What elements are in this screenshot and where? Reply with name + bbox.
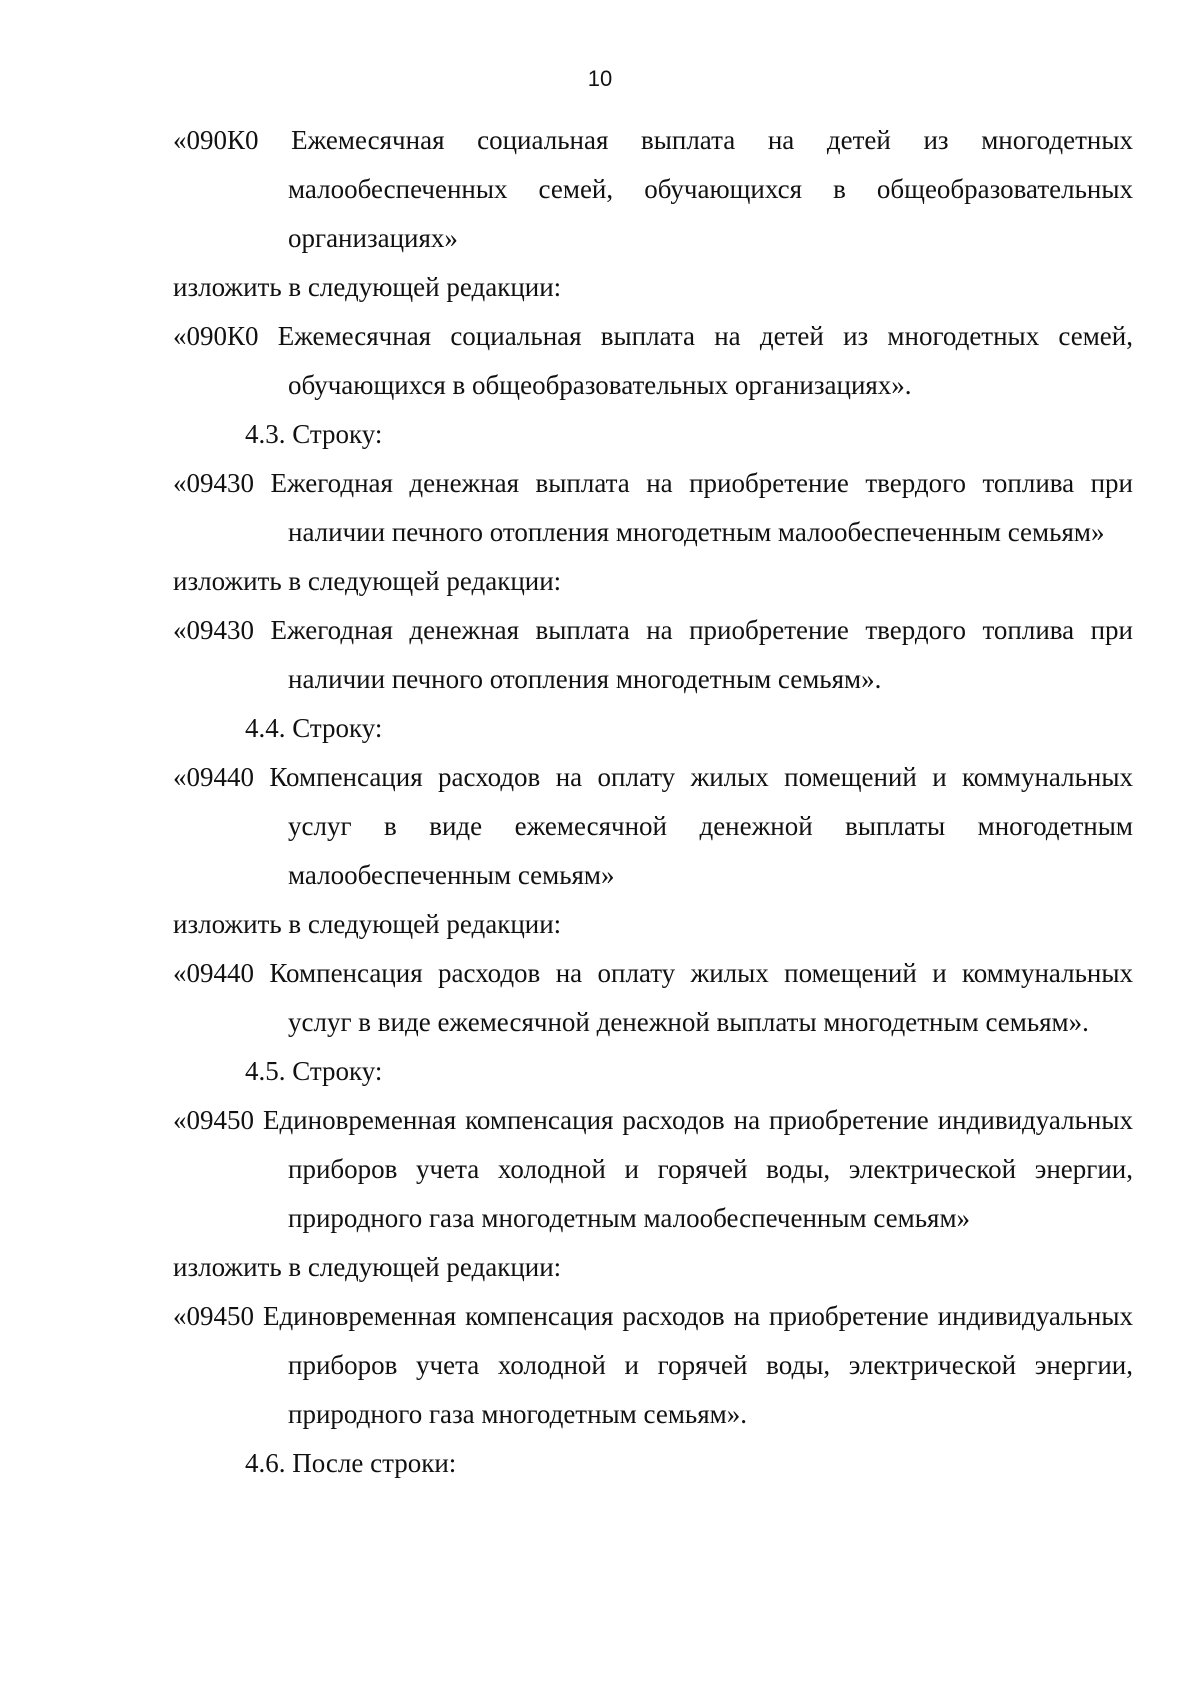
item-4-5: 4.5. Строку: bbox=[245, 1056, 383, 1086]
item-4-4: 4.4. Строку: bbox=[245, 713, 383, 743]
document-body bbox=[173, 116, 1133, 1488]
page-number: 10 bbox=[587, 66, 613, 91]
item-4-6: 4.6. После строки: bbox=[245, 1448, 457, 1478]
entry-090K0-new: «090К0 Ежемесячная социальная выплата на детей из многодетных семей, обучающихся в общеобразовательных организациях». bbox=[173, 321, 1133, 400]
entry-09430-old: «09430 Ежегодная денежная выплата на приобретение твердого топлива при наличии печного отопления многодетным малообеспеченным семьям» bbox=[173, 468, 1133, 547]
entry-090K0-old: «090К0 Ежемесячная социальная выплата на детей из многодетных малообеспеченных семей, обучающихся в общеобразовательных организациях» bbox=[173, 125, 1133, 253]
item-4-3: 4.3. Строку: bbox=[245, 419, 383, 449]
instruction-text: изложить в следующей редакции: bbox=[173, 566, 562, 596]
entry-09440-new: «09440 Компенсация расходов на оплату жилых помещений и коммунальных услуг в виде ежемесячной денежной выплаты многодетным семьям». bbox=[173, 958, 1133, 1037]
entry-09440-old: «09440 Компенсация расходов на оплату жилых помещений и коммунальных услуг в виде ежемесячной денежной выплаты многодетным малообеспеченным семьям» bbox=[173, 762, 1133, 890]
instruction-text: изложить в следующей редакции: bbox=[173, 1252, 562, 1282]
instruction-text: изложить в следующей редакции: bbox=[173, 909, 562, 939]
entry-09450-new: «09450 Единовременная компенсация расходов на приобретение индивидуальных приборов учета холодной и горячей воды, электрической энергии, природного газа многодетным семьям». bbox=[173, 1301, 1133, 1429]
entry-09450-old: «09450 Единовременная компенсация расходов на приобретение индивидуальных приборов учета холодной и горячей воды, электрической энергии, природного газа многодетным малообеспеченным семьям» bbox=[173, 1105, 1133, 1233]
entry-09430-new: «09430 Ежегодная денежная выплата на приобретение твердого топлива при наличии печного отопления многодетным семьям». bbox=[173, 615, 1133, 694]
instruction-text: изложить в следующей редакции: bbox=[173, 272, 562, 302]
